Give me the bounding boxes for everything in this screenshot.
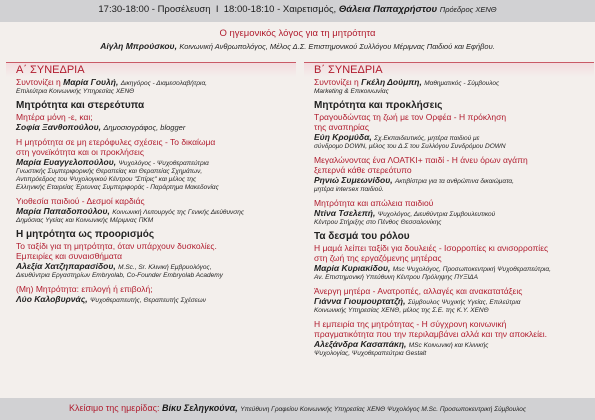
greeting-label: Χαιρετισμός, xyxy=(282,4,337,15)
session-b-column xyxy=(304,62,594,358)
speaker-role-line: Ψυχολογίας, Ψυχοθεραπεύτρια Gestalt xyxy=(314,350,427,357)
talk-speaker-line xyxy=(6,294,296,305)
talk-title: Η εμπειρία της μητρότητας - Η σύγχρονη κοινωνική xyxy=(314,319,507,329)
session-b-coordinator xyxy=(304,77,594,88)
speaker-name: Ντίνα Τσελεπή, xyxy=(314,208,376,218)
speaker-role-line: Αν. Επιστημονική Υπεύθυνη Κέντρου Πρόληψης ΠΥΞΙΔΑ xyxy=(314,274,478,281)
speaker-role-line: Διευθύντρια Εργαστηρίων Embryolab, Co-Founder Embryolab Academy xyxy=(16,272,223,279)
talk-speaker-line xyxy=(304,296,594,307)
speaker-role: Ψυχολόγος, Διευθύντρια Συμβουλευτικού xyxy=(377,211,496,218)
speaker-role: Σχ.Εκπαιδευτικός, μητέρα παιδιού με xyxy=(374,135,480,142)
speaker-name: Λύο Καλοβυρνάς, xyxy=(16,294,88,304)
time-greeting: 18:00-18:10 xyxy=(223,4,275,15)
speaker-role-line: μητέρα intersex παιδιού. xyxy=(314,186,384,193)
talk-speaker-line xyxy=(304,175,594,186)
opening-title: Ο ηγεμονικός λόγος για τη μητρότητα xyxy=(219,28,376,39)
speaker-role-line: Ελληνικής Εταιρείας Έρευνας Συμπεριφοράς - Παράρτημα Μακεδονίας xyxy=(16,184,219,191)
closing-speaker: Βίκυ Σεληγκούνα, xyxy=(162,403,238,413)
speaker-role: Ψυχολόγος - Ψυχοθεραπεύτρια xyxy=(118,160,209,167)
talk-title: Η μητρότητα σε μη ετερόφυλες σχέσεις - Το δικαίωμα xyxy=(16,137,216,147)
top-schedule-text: 17:30-18:00 - Προσέλευση I 18:00-18:10 - Χαιρετισμός, Θάλεια Παπαχρήστου Πρόεδρος ΧΕΝΘ xyxy=(98,4,497,15)
greeting-speaker: Θάλεια Παπαχρήστου xyxy=(338,4,438,15)
coordinator-label: Συντονίζει η xyxy=(314,77,359,87)
speaker-role: Msc Ψυχολόγος, Προσωποκεντρική Ψυχοθεραπεύτρια, xyxy=(392,266,551,273)
session-b-topic-2: Τα δεσμά του ρόλου xyxy=(314,231,410,242)
top-schedule-bar xyxy=(0,0,595,22)
speaker-name: Ρηνιώ Συμεωνίδου, xyxy=(314,175,393,185)
talk-title-cont: στη ζωή της εργαζόμενης μητέρας xyxy=(314,253,442,263)
speaker-role: M.Sc., Sr. Κλινική Εμβρυολόγος, xyxy=(118,264,212,271)
speaker-role-line: Δημόσιας Υγείας και Κοινωνικής Μέριμνας ΠΚΜ xyxy=(16,217,154,224)
talk-title-cont: πραγματικότητα που την περιλαμβάνει αλλά και την αποκλείει. xyxy=(314,329,548,339)
speaker-role: Δημοσιογράφος, blogger xyxy=(103,123,186,132)
talk-speaker-line xyxy=(6,261,296,272)
session-a-header: Α΄ ΣΥΝΕΔΡΙΑ xyxy=(6,62,296,77)
speaker-role-line: σύνδρομο DOWN, μέλος του Δ.Σ του Συλλόγου Συνδρόμου DOWN xyxy=(314,143,506,150)
speaker-role-line: Κοινωνικής Υπηρεσίας ΧΕΝΘ, μέλος της Σ.Ε. της Κ.Υ. ΧΕΝΘ xyxy=(314,307,489,314)
talk-title: Μητέρα μόνη -ε, και; xyxy=(16,112,93,122)
talk-title: Άνεργη μητέρα - Ανατροπές, αλλαγές και ανακατατάξεις xyxy=(314,286,523,296)
opening-role: Κοινωνική Ανθρωπολόγος, Μέλος Δ.Σ. Επιστημονικού Συλλόγου Μέριμνας Παιδιού και Εφήβου. xyxy=(179,42,495,51)
time-arrival: 17:30-18:00 xyxy=(98,4,150,15)
speaker-name: Εύη Κρομύδα, xyxy=(314,132,372,142)
session-b-header: Β΄ ΣΥΝΕΔΡΙΑ xyxy=(304,62,594,77)
speaker-role: Ψυχοθεραπευτής, Θεραπευτής Σχέσεων xyxy=(90,297,206,304)
speaker-role: MSc Κοινωνική και Κλινικής xyxy=(408,342,489,349)
closing-text xyxy=(0,403,595,413)
talk-title-cont: Εμπειρίες και συναισθήματα xyxy=(16,251,123,261)
arrival-label: Προσέλευση xyxy=(157,4,211,15)
speaker-name: Αλεξία Χατζηπαρασίδου, xyxy=(16,261,116,271)
closing-bar xyxy=(0,398,595,420)
coordinator-role-2: Marketing & Επικοινωνίας xyxy=(314,88,389,95)
closing-role: Υπεύθυνη Γραφείου Κοινωνικής Υπηρεσίας ΧΕΝΘ Ψυχολόγος M.Sc. Προσωποκεντρική Σύμβουλος xyxy=(240,406,527,413)
talk-speaker-line xyxy=(304,208,594,219)
session-a-topic-2: Η μητρότητα ως προορισμός xyxy=(16,229,155,240)
coordinator-role: Δικηγόρος - Διαμεσολαβήτρια, xyxy=(120,80,207,87)
coordinator-role: Μαθηματικός - Σύμβουλος xyxy=(424,80,500,87)
speaker-role: Κοινωνική Λειτουργός της Γενικής Διεύθυνσης xyxy=(112,209,244,216)
talk-title: Μητρότητα και απώλεια παιδιού xyxy=(314,198,434,208)
talk-speaker-line xyxy=(6,206,296,217)
talk-title: Μεγαλώνοντας ένα ΛΟΑΤΚΙ+ παιδί - Η άνευ όρων αγάπη xyxy=(314,155,528,165)
session-a-coordinator xyxy=(6,77,296,88)
speaker-name: Σοφία Ξανθοπούλου, xyxy=(16,122,102,132)
talk-speaker-line xyxy=(304,132,594,143)
talk-title-cont: της αναπηρίας xyxy=(314,122,369,132)
opening-speaker-line xyxy=(0,41,595,51)
coordinator-label: Συντονίζει η xyxy=(16,77,61,87)
speaker-name: Μαρία Παπαδοπούλου, xyxy=(16,206,110,216)
opening-speaker: Αίγλη Μπρούσκου, xyxy=(100,41,177,51)
speaker-role: Σύμβουλος Ψυχικής Υγείας, Επιλεύτρια xyxy=(407,299,521,306)
talk-title-cont: ξεπερνά κάθε στερεότυπο xyxy=(314,165,412,175)
talk-title: Το ταξίδι για τη μητρότητα, όταν υπάρχουν δυσκολίες. xyxy=(16,241,217,251)
speaker-role-line: Αντιπρόεδρος του Ψυχολογικού Κέντρου "Σπίρις" και μέλος της xyxy=(16,176,197,183)
speaker-name: Μαρία Ευαγγελοπούλου, xyxy=(16,157,117,167)
talk-speaker-line xyxy=(304,263,594,274)
talk-title: Υιοθεσία παιδιού - Δεσμοί καρδιάς xyxy=(16,196,145,206)
speaker-name: Αλεξάνδρα Κασαπάκη, xyxy=(314,339,407,349)
session-a-column xyxy=(6,62,296,305)
talk-speaker-line xyxy=(6,157,296,168)
coordinator-name: Γκέλη Δούμπη, xyxy=(361,77,422,87)
talk-title-cont: στη γονεϊκότητα και οι προκλήσεις xyxy=(16,147,144,157)
closing-label: Κλείσιμο της ημερίδας: xyxy=(68,403,160,413)
talk-title: Τραγουδώντας τη ζωή με τον Ορφέα - Η πρόκληση xyxy=(314,112,507,122)
talk-title: Η μαμά λείπει ταξίδι για δουλειές - Ισορροπίες κι ανισορροπίες xyxy=(314,243,549,253)
opening-talk xyxy=(0,28,595,51)
coordinator-name: Μαρία Γουλή, xyxy=(63,77,119,87)
session-b-topic-1: Μητρότητα και προκλήσεις xyxy=(314,100,443,111)
talk-speaker-line xyxy=(304,339,594,350)
session-a-topic-1: Μητρότητα και στερεότυπα xyxy=(16,100,145,111)
speaker-name: Μαρία Κυριακίδου, xyxy=(314,263,391,273)
speaker-role-line: Γνωστικής Συμπεριφορικής Θεραπείας και Θεραπείας Σχημάτων, xyxy=(16,168,203,175)
talk-title: (Μη) Μητρότητα: επιλογή ή επιβολή; xyxy=(16,284,153,294)
talk-speaker-line xyxy=(6,122,296,133)
greeting-role: Πρόεδρος ΧΕΝΘ xyxy=(439,5,497,14)
speaker-name: Γιάννα Γιουμουρτατζή, xyxy=(314,296,406,306)
separator: I xyxy=(215,4,219,15)
speaker-role: Ακτιβίστρια για τα ανθρώπινα δικαιώματα, xyxy=(394,178,514,185)
speaker-role-line: Κέντρου Στήριξης στο Πένθος Θεσσαλονίκης xyxy=(314,219,442,226)
coordinator-role-2: Επιλεύτρια Κοινωνικής Υπηρεσίας ΧΕΝΘ xyxy=(16,88,135,95)
